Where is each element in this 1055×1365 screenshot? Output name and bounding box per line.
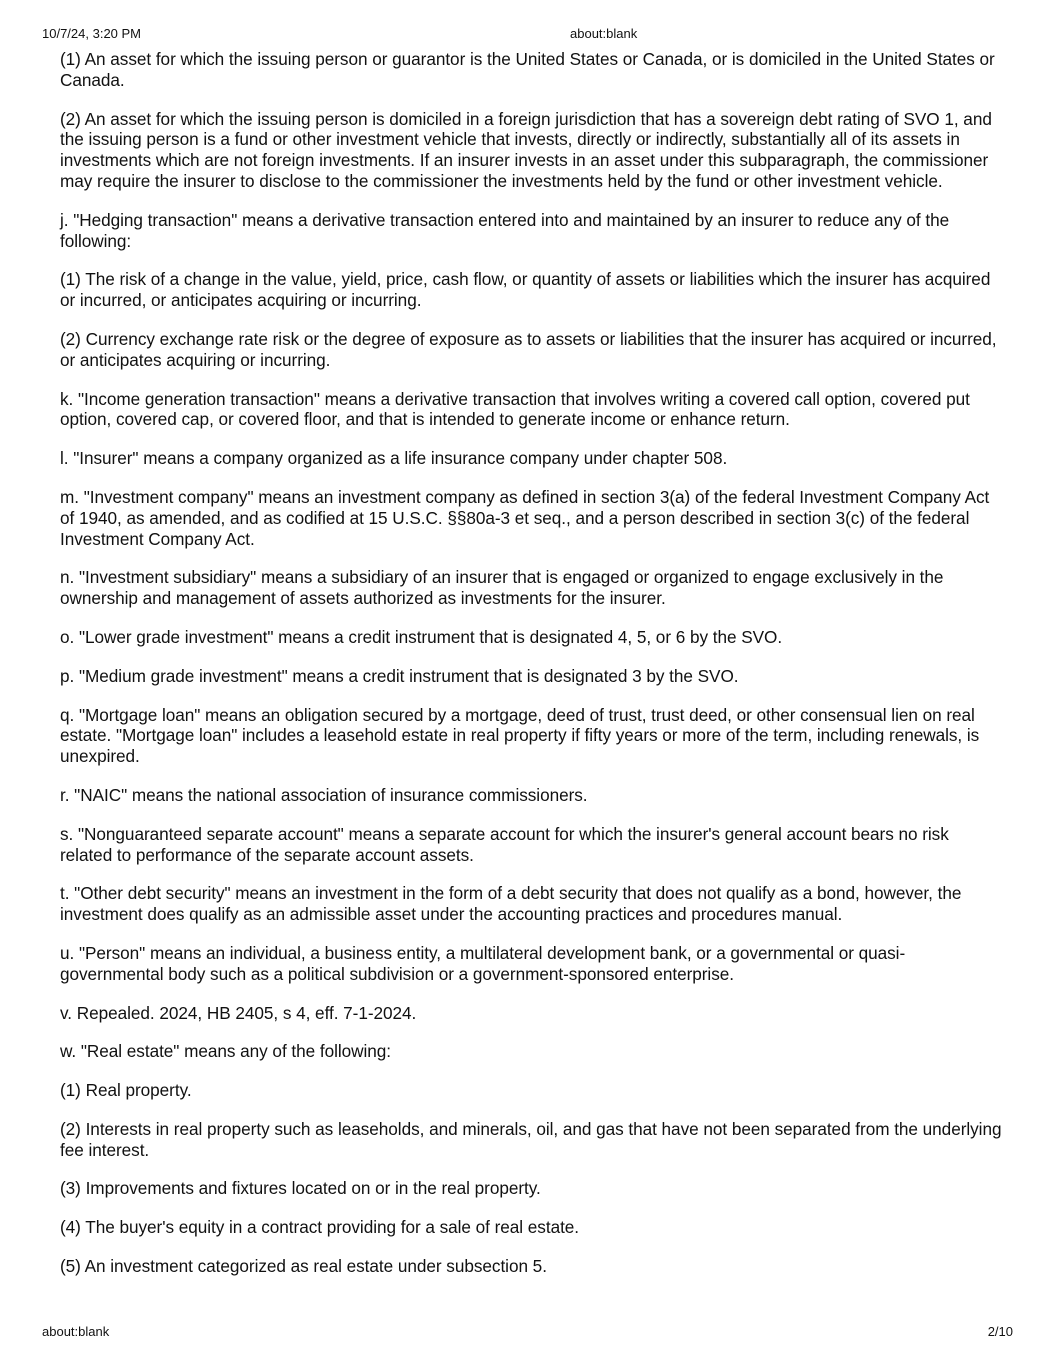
paragraph-j: j. "Hedging transaction" means a derivative transaction entered into and maintained by an insurer to reduce any of the following: (60, 209, 950, 251)
paragraph-i-2: (2) An asset for which the issuing person is domiciled in a foreign jurisdiction that has a sovereign debt rating of SVO 1, and the issuing person is a fund or other investment vehicle that invests, directly or indirectly, substantially all of its assets in investments which are not foreign investments. If an insurer invests in an asset under this subparagraph, the commissioner may require the insurer to disclose to the commissioner the investments held by the fund or other investment vehicle. (60, 108, 992, 191)
paragraph-n: n. "Investment subsidiary" means a subsidiary of an insurer that is engaged or organized to engage exclusively in the ownership and management of assets authorized as investments for the insurer. (60, 567, 944, 609)
paragraph-t: t. "Other debt security" means an investment in the form of a debt security that does not qualify as a bond, however, the investment does qualify as an admissible asset under the accounting practices and procedures manual. (60, 883, 962, 925)
paragraph-q: q. "Mortgage loan" means an obligation secured by a mortgage, deed of trust, trust deed, or other consensual lien on real estate. "Mortgage loan" includes a leasehold estate in real property if fifty years or more of the term, including renewals, is unexpired. (60, 704, 980, 767)
paragraph-s: s. "Nonguaranteed separate account" means a separate account for which the insurer's general account bears no risk related to performance of the separate account assets. (60, 823, 949, 865)
paragraph-o: o. "Lower grade investment" means a credit instrument that is designated 4, 5, or 6 by the SVO. (60, 626, 783, 647)
paragraph-v: v. Repealed. 2024, HB 2405, s 4, eff. 7-1-2024. (60, 1002, 417, 1023)
paragraph-u: u. "Person" means an individual, a business entity, a multilateral development bank, or a governmental or quasi-governmental body such as a political subdivision or a government-sponsored enterprise. (60, 942, 906, 984)
paragraph-w: w. "Real estate" means any of the following: (60, 1041, 392, 1062)
paragraph-w-5: (5) An investment categorized as real estate under subsection 5. (60, 1256, 547, 1277)
paragraph-l: l. "Insurer" means a company organized as a life insurance company under chapter 508. (60, 448, 728, 469)
paragraph-m: m. "Investment company" means an investment company as defined in section 3(a) of the federal Investment Company Act of 1940, as amended, and as codified at 15 U.S.C. §§80a-3 et seq., and a person described in section 3(c) of the federal Investment Company Act. (60, 486, 990, 549)
print-footer-url: about:blank (42, 1324, 110, 1339)
paragraph-w-2: (2) Interests in real property such as leaseholds, and minerals, oil, and gas that have not been separated from the underlying fee interest. (60, 1118, 1002, 1160)
paragraph-j-2: (2) Currency exchange rate risk or the degree of exposure as to assets or liabilities that the insurer has acquired or incurred, or anticipates acquiring or incurring. (60, 328, 997, 370)
paragraph-p: p. "Medium grade investment" means a credit instrument that is designated 3 by the SVO. (60, 665, 739, 686)
paragraph-w-1: (1) Real property. (60, 1080, 192, 1101)
paragraph-k: k. "Income generation transaction" means a derivative transaction that involves writing a covered call option, covered put option, covered cap, or covered floor, and that is intended to generate income or enhance return. (60, 388, 970, 430)
paragraph-i-1: (1) An asset for which the issuing person or guarantor is the United States or Canada, or is domiciled in the United States or Canada. (60, 49, 995, 90)
print-footer-page-number: 2/10 (987, 1324, 1013, 1339)
print-header-title: about:blank (570, 26, 638, 41)
print-header-datetime: 10/7/24, 3:20 PM (42, 26, 142, 41)
paragraph-r: r. "NAIC" means the national association of insurance commissioners. (60, 784, 588, 805)
paragraph-w-3: (3) Improvements and fixtures located on or in the real property. (60, 1178, 541, 1199)
paragraph-w-4: (4) The buyer's equity in a contract providing for a sale of real estate. (60, 1217, 580, 1238)
document-body (60, 49, 1005, 1295)
paragraph-j-1: (1) The risk of a change in the value, yield, price, cash flow, or quantity of assets or liabilities which the insurer has acquired or incurred, or anticipates acquiring or incurring. (60, 269, 991, 311)
